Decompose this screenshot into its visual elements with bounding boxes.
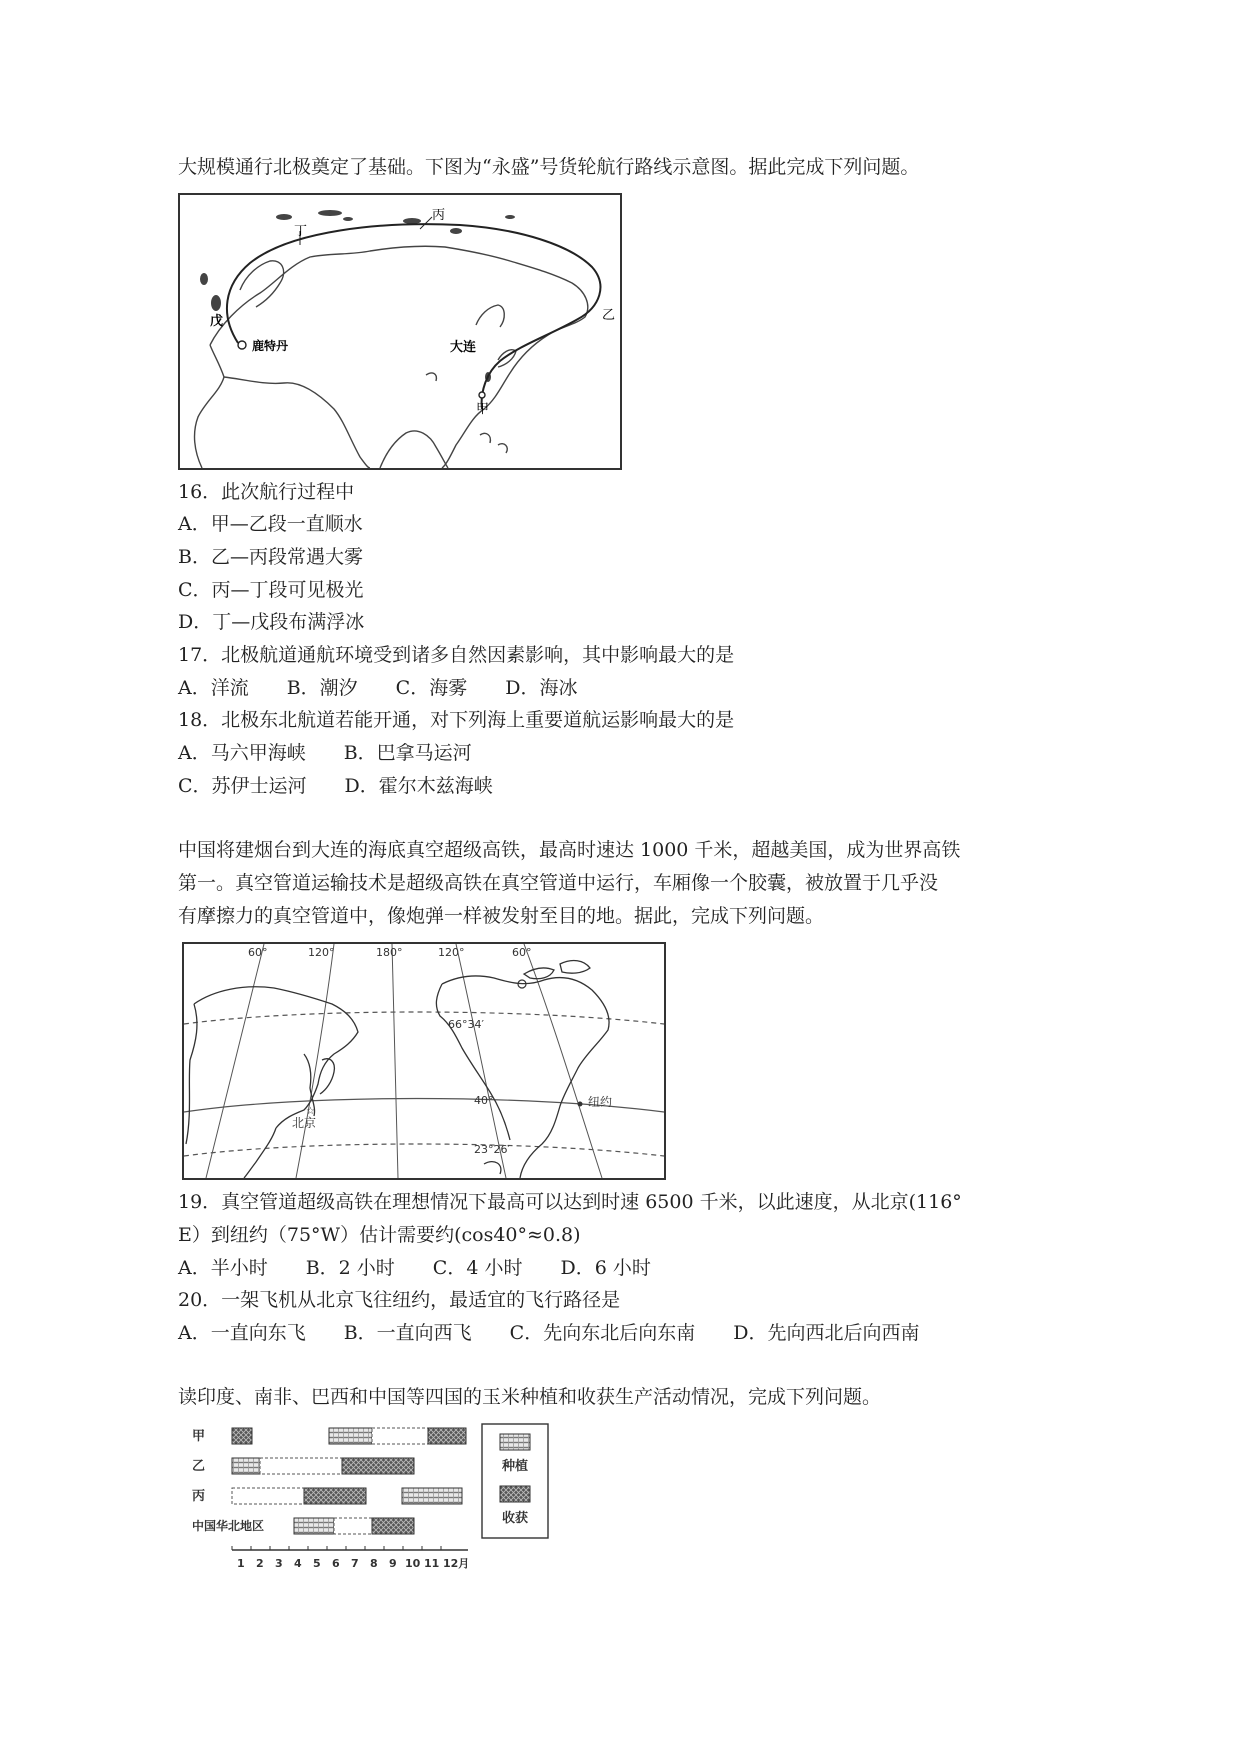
lat-label-tropic: 23°26′ <box>474 1143 510 1156</box>
month-tick: 12月 <box>443 1557 470 1570</box>
month-tick: 2 <box>256 1557 264 1570</box>
month-tick: 3 <box>275 1557 283 1570</box>
q16-option-b[interactable]: B．乙—丙段常遇大雾 <box>178 546 363 568</box>
q16-option-a[interactable]: A．甲—乙段一直顺水 <box>178 513 363 535</box>
beijing-star-icon: ☆ <box>306 1106 315 1117</box>
q18-options-ab[interactable]: A．马六甲海峡 B．巴拿马运河 <box>178 742 472 764</box>
month-tick: 5 <box>313 1557 321 1570</box>
section2-intro-line1: 中国将建烟台到大连的海底真空超级高铁，最高时速达 1000 千米，超越美国，成为世界高铁 <box>178 839 961 861</box>
q16-option-d[interactable]: D．丁—戊段布满浮冰 <box>178 611 365 633</box>
month-tick: 1 <box>237 1557 245 1570</box>
label-rotterdam: 鹿特丹 <box>252 339 289 353</box>
lat-label-40: 40° <box>474 1094 494 1107</box>
row-label-yi: 乙 <box>192 1459 206 1474</box>
row-label-china: 中国华北地区 <box>192 1519 265 1533</box>
month-tick: 11 <box>424 1557 440 1570</box>
label-newyork: 纽约 <box>588 1095 613 1109</box>
legend-plant-swatch <box>500 1434 530 1450</box>
row-label-bing: 丙 <box>192 1489 206 1504</box>
q18-stem: 18．北极东北航道若能开通，对下列海上重要道航运影响最大的是 <box>178 709 735 731</box>
section3-intro: 读印度、南非、巴西和中国等四国的玉米种植和收获生产活动情况，完成下列问题。 <box>178 1386 882 1408</box>
month-tick: 9 <box>389 1557 397 1570</box>
label-yi: 乙 <box>602 308 616 323</box>
month-tick: 6 <box>332 1557 340 1570</box>
legend-harvest-swatch <box>500 1486 530 1502</box>
q16-stem: 16．此次航行过程中 <box>178 481 355 503</box>
section1-intro: 大规模通行北极奠定了基础。下图为“永盛”号货轮航行路线示意图。据此完成下列问题。 <box>178 156 920 178</box>
label-bing: 丙 <box>432 208 446 223</box>
q18-options-cd[interactable]: C．苏伊士运河 D．霍尔木兹海峡 <box>178 775 493 797</box>
lon-label-4: 120° <box>438 946 465 959</box>
q20-stem: 20．一架飞机从北京飞往纽约，最适宜的飞行路径是 <box>178 1289 621 1311</box>
corn-calendar-chart <box>186 1420 606 1578</box>
legend-harvest-label: 收获 <box>502 1511 529 1526</box>
label-jia: 甲 <box>476 402 490 417</box>
lat-label-arctic: 66°34′ <box>448 1018 484 1031</box>
world-latitude-map <box>182 942 666 1180</box>
q16-option-c[interactable]: C．丙—丁段可见极光 <box>178 579 364 601</box>
month-tick: 10 <box>405 1557 421 1570</box>
label-wu: 戊 <box>210 314 224 329</box>
q20-options[interactable]: A．一直向东飞 B．一直向西飞 C．先向东北后向东南 D．先向西北后向西南 <box>178 1322 920 1344</box>
month-tick: 8 <box>370 1557 378 1570</box>
q17-options[interactable]: A．洋流 B．潮汐 C．海雾 D．海冰 <box>178 677 578 699</box>
month-tick: 4 <box>294 1557 302 1570</box>
arctic-route-map <box>178 193 622 470</box>
label-ding: 丁 <box>294 224 308 239</box>
q19-stem-line1: 19．真空管道超级高铁在理想情况下最高可以达到时速 6500 千米，以此速度，从北京(116° <box>178 1191 962 1213</box>
label-dalian: 大连 <box>450 340 477 355</box>
lon-label-3: 180° <box>376 946 403 959</box>
newyork-point-icon <box>578 1102 583 1107</box>
q19-stem-line2: E）到纽约（75°W）估计需要约(cos40°≈0.8) <box>178 1224 581 1246</box>
lon-label-1: 60° <box>248 946 268 959</box>
q19-options[interactable]: A．半小时 B．2 小时 C．4 小时 D．6 小时 <box>178 1257 651 1279</box>
label-beijing: 北京 <box>292 1116 317 1130</box>
section2-intro-line2: 第一。真空管道运输技术是超级高铁在真空管道中运行，车厢像一个胶囊，被放置于几乎没 <box>178 872 939 894</box>
section2-intro-line3: 有摩擦力的真空管道中，像炮弹一样被发射至目的地。据此，完成下列问题。 <box>178 905 825 927</box>
lon-label-2: 120° <box>308 946 335 959</box>
legend-plant-label: 种植 <box>502 1459 529 1474</box>
lon-label-5: 60° <box>512 946 532 959</box>
q17-stem: 17．北极航道通航环境受到诸多自然因素影响，其中影响最大的是 <box>178 644 735 666</box>
row-label-jia: 甲 <box>192 1429 206 1444</box>
month-tick: 7 <box>351 1557 359 1570</box>
